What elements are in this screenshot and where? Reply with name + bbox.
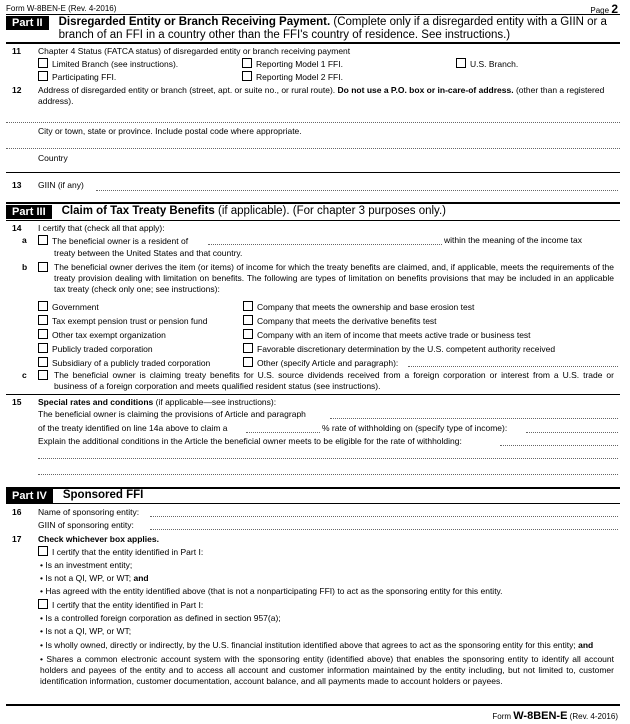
checkbox[interactable] [242, 71, 252, 81]
lob-discretionary[interactable]: Favorable discretionary determination by the U.S. competent authority received [243, 343, 555, 355]
item-letter: c [22, 370, 27, 380]
line14a-cont: within the meaning of the income tax [444, 235, 582, 245]
line14b-text: The beneficial owner derives the item (or items) of income for which the treaty benefits are claimed, and, if applicable, meets the requirements of the treaty provision dealing with limitation on benefits. The following are types of limitation on benefits provisions that may be included in an applicable tax treaty (check only one; see instructions): [54, 262, 614, 294]
line-number: 13 [12, 180, 22, 190]
limited-branch-option[interactable]: Limited Branch (see instructions). [38, 58, 178, 70]
item-letter: a [22, 235, 27, 245]
checkbox[interactable] [38, 235, 48, 245]
line-number: 11 [12, 46, 21, 56]
reporting-model1-option[interactable]: Reporting Model 1 FFI. [242, 58, 343, 70]
reporting-model2-option[interactable]: Reporting Model 2 FFI. [242, 71, 343, 83]
checkbox[interactable] [38, 370, 52, 381]
lob-derivative[interactable]: Company that meets the derivative benefits test [243, 315, 437, 327]
sponsor-name-field[interactable] [150, 516, 618, 517]
checkbox[interactable] [38, 301, 48, 311]
country-label: Country [38, 153, 68, 163]
bullet: • Shares a common electronic account system with the sponsoring entity (identified above) that enables the sponsoring entity to identify all account holders and payees of the entity and to access all account and customer information maintained by the entity including, but not limited to, customer identification information, customer documentation, account balance, and all payments made to account holders or payees. [40, 654, 614, 686]
treaty-country-field[interactable] [208, 244, 442, 245]
lob-government[interactable]: Government [38, 301, 99, 313]
bullet: • Is wholly owned, directly or indirectly, by the U.S. financial institution identified above that agrees to act as the sponsoring entity for this entity; and [40, 640, 594, 650]
us-branch-option[interactable]: U.S. Branch. [456, 58, 518, 70]
page-number: Page 2 [590, 2, 618, 16]
line15-label: Special rates and conditions (if applicable—see instructions): [38, 397, 277, 407]
checkbox[interactable] [243, 357, 253, 367]
lob-subsidiary[interactable]: Subsidiary of a publicly traded corporation [38, 357, 210, 369]
line-number: 16 [12, 507, 22, 517]
other-article-field[interactable] [408, 366, 618, 367]
cert1-option[interactable]: I certify that the entity identified in Part I: [38, 546, 203, 558]
line15c: Explain the additional conditions in the Article the beneficial owner meets to be eligible for the rate of withholding: [38, 436, 462, 446]
checkbox[interactable] [243, 329, 253, 339]
checkbox[interactable] [38, 357, 48, 367]
line-number: 17 [12, 534, 22, 544]
divider [6, 42, 620, 44]
part2-tag: Part II [6, 16, 49, 30]
city-field[interactable] [6, 148, 620, 149]
checkbox[interactable] [38, 599, 48, 609]
checkbox[interactable] [38, 262, 52, 273]
line15b-cont: % rate of withholding on (specify type of income): [322, 423, 508, 433]
checkbox[interactable] [243, 301, 253, 311]
part3-title: Claim of Tax Treaty Benefits (if applicable). (For chapter 3 purposes only.) [61, 205, 446, 217]
line11-label: Chapter 4 Status (FATCA status) of disregarded entity or branch receiving payment [38, 46, 351, 56]
divider [6, 202, 620, 204]
item-letter: b [22, 262, 28, 272]
giin-field[interactable] [96, 190, 618, 191]
conditions-field[interactable] [38, 458, 618, 459]
line15b: of the treaty identified on line 14a above to claim a [38, 423, 228, 433]
lob-ownership[interactable]: Company that meets the ownership and base erosion test [243, 301, 474, 313]
line-number: 14 [12, 223, 22, 233]
checkbox[interactable] [243, 315, 253, 325]
sponsor-name-label: Name of sponsoring entity: [38, 507, 140, 517]
divider [6, 14, 620, 15]
address-field[interactable] [6, 122, 620, 123]
part4-header [6, 489, 620, 503]
divider [6, 394, 620, 395]
line12-label: Address of disregarded entity or branch (street, apt. or suite no., or rural route). Do not use a P.O. box or in-care-of address. (other than a registered address). [38, 85, 605, 106]
divider [6, 503, 620, 504]
conditions-field[interactable] [38, 474, 618, 475]
part3-header [6, 205, 620, 219]
lob-public-corp[interactable]: Publicly traded corporation [38, 343, 153, 355]
sponsor-giin-label: GIIN of sponsoring entity: [38, 520, 134, 530]
line15a: The beneficial owner is claiming the provisions of Article and paragraph [38, 409, 306, 419]
line14c-text: The beneficial owner is claiming treaty benefits for U.S. source dividends received from a foreign corporation or interest from a U.S. trade or business of a foreign corporation and meets qualified resident status (see instructions). [54, 370, 614, 391]
checkbox[interactable] [242, 58, 252, 68]
sponsor-giin-field[interactable] [150, 529, 618, 530]
bullet: • Is an investment entity; [40, 560, 133, 570]
part3-tag: Part III [6, 205, 52, 219]
giin-label: GIIN (if any) [38, 180, 84, 190]
bullet: • Is not a QI, WP, or WT; [40, 626, 132, 636]
part2-title: Disregarded Entity or Branch Receiving Payment. (Complete only if a disregarded entity with a GIIN or a branch of an FFI in a country other than the FFI's country of residence. See instructions.) [58, 16, 607, 41]
line14a[interactable]: The beneficial owner is a resident of [38, 235, 188, 247]
city-label: City or town, state or province. Include postal code where appropriate. [38, 126, 302, 136]
bullet: • Is a controlled foreign corporation as defined in section 957(a); [40, 613, 281, 623]
checkbox[interactable] [456, 58, 466, 68]
part4-tag: Part IV [6, 489, 53, 503]
line17-label: Check whichever box applies. [38, 534, 159, 544]
part4-title: Sponsored FFI [62, 489, 144, 501]
participating-ffi-option[interactable]: Participating FFI. [38, 71, 116, 83]
checkbox[interactable] [38, 343, 48, 353]
rate-field[interactable] [246, 432, 320, 433]
lob-exempt-org[interactable]: Other tax exempt organization [38, 329, 166, 341]
line14-label: I certify that (check all that apply): [38, 223, 165, 233]
line-number: 12 [12, 85, 22, 95]
cert2-option[interactable]: I certify that the entity identified in Part I: [38, 599, 203, 611]
bullet: • Is not a QI, WP, or WT; and [40, 573, 149, 583]
income-type-field[interactable] [526, 432, 618, 433]
checkbox[interactable] [38, 329, 48, 339]
checkbox[interactable] [38, 58, 48, 68]
checkbox[interactable] [38, 546, 48, 556]
divider [6, 220, 620, 221]
checkbox[interactable] [243, 343, 253, 353]
line-number: 15 [12, 397, 22, 407]
bullet: • Has agreed with the entity identified above (that is not a nonparticipating FFI) to act as the sponsoring entity for this entity. [40, 586, 503, 596]
lob-other[interactable]: Other (specify Article and paragraph): [243, 357, 398, 369]
divider [6, 704, 620, 706]
lob-active-trade[interactable]: Company with an item of income that meets active trade or business test [243, 329, 531, 341]
part2-header [6, 16, 620, 42]
checkbox[interactable] [38, 71, 48, 81]
divider [6, 172, 620, 173]
form-revision: Form W-8BEN-E (Rev. 4-2016) [6, 4, 117, 13]
conditions-field[interactable] [500, 445, 618, 446]
checkbox[interactable] [38, 315, 48, 325]
line14a-cont2: treaty between the United States and that country. [54, 248, 243, 258]
footer: Form W-8BEN-E (Rev. 4-2016) [492, 710, 618, 722]
lob-pension[interactable]: Tax exempt pension trust or pension fund [38, 315, 207, 327]
article-field[interactable] [330, 418, 618, 419]
